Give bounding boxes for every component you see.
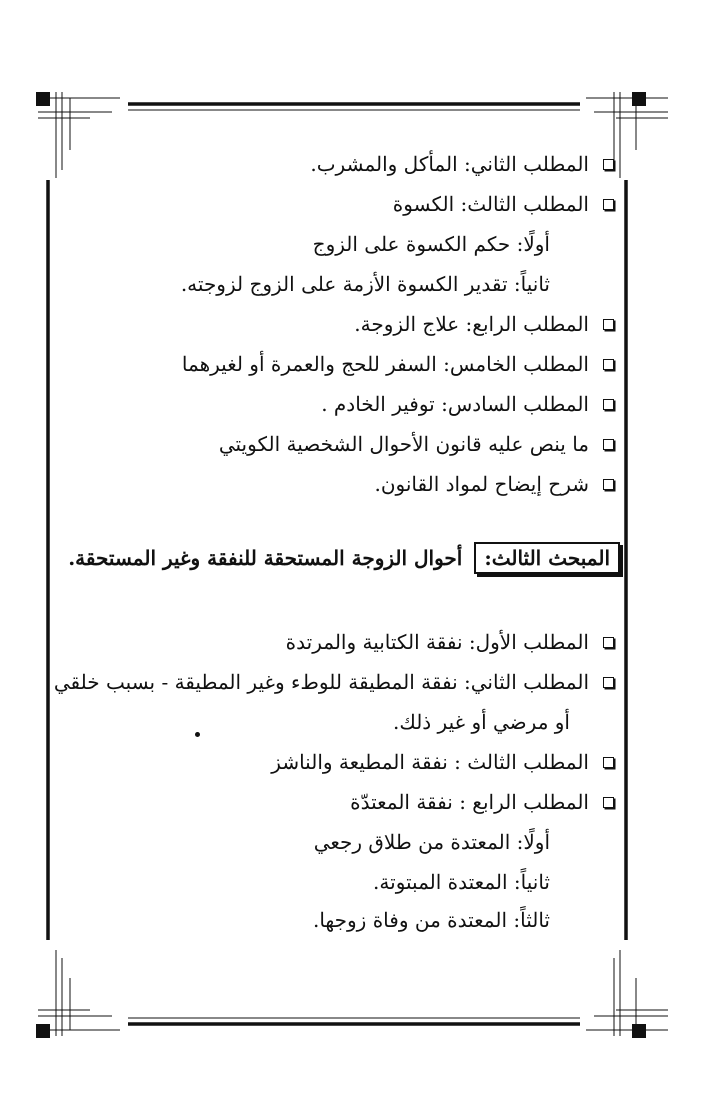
section-heading	[68, 542, 620, 574]
sub-item: ثانياً: تقدير الكسوة الأزمة على الزوج لزوجته.	[180, 272, 550, 296]
sub-item: ثانياً: المعتدة المبتوتة.	[373, 870, 550, 894]
bullet-icon	[603, 479, 614, 490]
list-item: المطلب الرابع : نفقة المعتدّة	[350, 788, 620, 816]
list-item: شرح إيضاح لمواد القانون.	[374, 470, 620, 498]
heading-label-box: المبحث الثالث:	[474, 542, 620, 574]
bullet-icon	[603, 757, 614, 768]
list-item: المطلب الثاني: المأكل والمشرب.	[310, 150, 620, 178]
sub-item: أولًا: المعتدة من طلاق رجعي	[313, 830, 550, 854]
bullet-icon	[603, 199, 614, 210]
bullet-icon	[603, 797, 614, 808]
bullet-icon	[603, 359, 614, 370]
list-item: المطلب الأول: نفقة الكتابية والمرتدة	[286, 628, 620, 656]
bullet-icon	[603, 637, 614, 648]
bullet-icon	[603, 399, 614, 410]
list-item: ما ينص عليه قانون الأحوال الشخصية الكويتي	[219, 430, 620, 458]
list-item: المطلب الخامس: السفر للحج والعمرة أو لغيرهما	[182, 350, 620, 378]
list-item: المطلب الثالث: الكسوة	[393, 190, 620, 218]
list-item: المطلب الثاني: نفقة المطيقة للوطء وغير المطيقة - بسبب خلقي	[54, 668, 620, 696]
stray-dot-mark	[195, 732, 200, 737]
bullet-icon	[603, 159, 614, 170]
bullet-icon	[603, 677, 614, 688]
sub-item: أولًا: حكم الكسوة على الزوج	[312, 232, 550, 256]
list-item: المطلب السادس: توفير الخادم .	[321, 390, 620, 418]
bullet-icon	[603, 319, 614, 330]
list-item-continuation: أو مرضي أو غير ذلك.	[392, 710, 570, 734]
sub-item: ثالثاً: المعتدة من وفاة زوجها.	[312, 908, 550, 932]
heading-text: أحوال الزوجة المستحقة للنفقة وغير المستحقة.	[68, 546, 463, 570]
list-item: المطلب الثالث : نفقة المطيعة والناشز	[271, 748, 620, 776]
list-item: المطلب الرابع: علاج الزوجة.	[354, 310, 620, 338]
bullet-icon	[603, 439, 614, 450]
